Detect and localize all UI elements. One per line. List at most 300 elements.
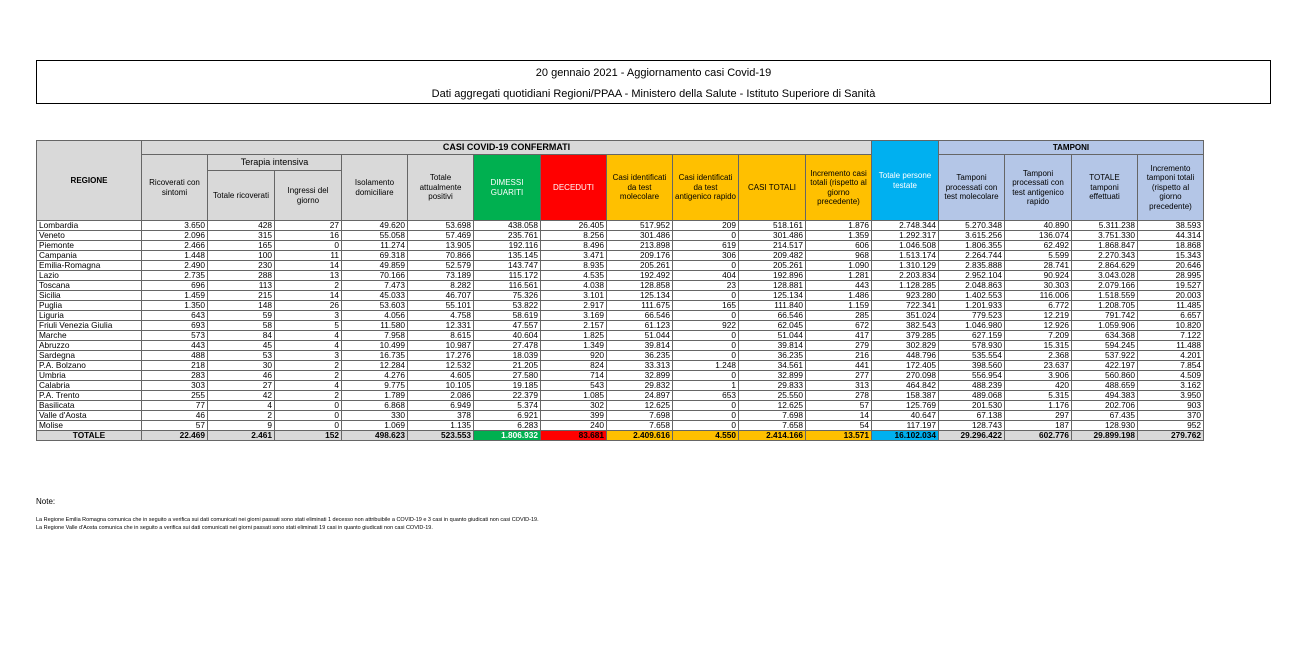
value-cell: 165 — [208, 241, 275, 251]
value-cell: 8.256 — [541, 231, 607, 241]
value-cell: 15.315 — [1005, 341, 1072, 351]
covid-table — [36, 140, 1204, 441]
value-cell: 3.751.330 — [1072, 231, 1138, 241]
value-cell: 20.646 — [1138, 261, 1204, 271]
value-cell: 535.554 — [939, 351, 1005, 361]
value-cell: 3.950 — [1138, 391, 1204, 401]
value-cell: 113 — [208, 281, 275, 291]
table-row — [37, 421, 1204, 431]
value-cell: 1.459 — [142, 291, 208, 301]
value-cell: 125.134 — [607, 291, 673, 301]
region-cell: Emilia-Romagna — [37, 261, 142, 271]
value-cell: 77 — [142, 401, 208, 411]
value-cell: 11.580 — [342, 321, 408, 331]
value-cell: 49.620 — [342, 221, 408, 231]
value-cell: 313 — [806, 381, 872, 391]
value-cell: 7.698 — [607, 411, 673, 421]
value-cell: 0 — [673, 421, 739, 431]
note-label: Note: — [36, 497, 56, 506]
value-cell: 4 — [275, 341, 342, 351]
value-cell: 11.485 — [1138, 301, 1204, 311]
value-cell: 36.235 — [607, 351, 673, 361]
value-cell: 1.350 — [142, 301, 208, 311]
value-cell: 39.814 — [607, 341, 673, 351]
value-cell: 5.599 — [1005, 251, 1072, 261]
value-cell: 59 — [208, 311, 275, 321]
value-cell: 7.658 — [607, 421, 673, 431]
value-cell: 135.145 — [474, 251, 541, 261]
value-cell: 279.762 — [1138, 431, 1204, 441]
value-cell: 1.292.317 — [872, 231, 939, 241]
header-deceduti: DECEDUTI — [541, 155, 607, 221]
region-cell: Friuli Venezia Giulia — [37, 321, 142, 331]
value-cell: 1.359 — [806, 231, 872, 241]
value-cell: 58.619 — [474, 311, 541, 321]
value-cell: 40.604 — [474, 331, 541, 341]
value-cell: 10.820 — [1138, 321, 1204, 331]
value-cell: 378 — [408, 411, 474, 421]
value-cell: 16.102.034 — [872, 431, 939, 441]
value-cell: 3 — [275, 311, 342, 321]
value-cell: 30.303 — [1005, 281, 1072, 291]
region-cell: Lazio — [37, 271, 142, 281]
header-dimessi: DIMESSI GUARITI — [474, 155, 541, 221]
value-cell: 315 — [208, 231, 275, 241]
value-cell: 2.048.863 — [939, 281, 1005, 291]
value-cell: 1.248 — [673, 361, 739, 371]
table-row — [37, 331, 1204, 341]
value-cell: 2.157 — [541, 321, 607, 331]
value-cell: 0 — [673, 231, 739, 241]
value-cell: 302.829 — [872, 341, 939, 351]
table-row — [37, 411, 1204, 421]
table-row — [37, 391, 1204, 401]
value-cell: 517.952 — [607, 221, 673, 231]
value-cell: 255 — [142, 391, 208, 401]
value-cell: 1.806.355 — [939, 241, 1005, 251]
value-cell: 143.747 — [474, 261, 541, 271]
value-cell: 8.935 — [541, 261, 607, 271]
value-cell: 488 — [142, 351, 208, 361]
value-cell: 7.698 — [739, 411, 806, 421]
value-cell: 18.868 — [1138, 241, 1204, 251]
value-cell: 230 — [208, 261, 275, 271]
value-cell: 84 — [208, 331, 275, 341]
value-cell: 0 — [275, 421, 342, 431]
value-cell: 3.615.256 — [939, 231, 1005, 241]
value-cell: 12.625 — [739, 401, 806, 411]
value-cell: 29.833 — [739, 381, 806, 391]
value-cell: 0 — [673, 331, 739, 341]
value-cell: 923.280 — [872, 291, 939, 301]
region-cell: Puglia — [37, 301, 142, 311]
value-cell: 20.003 — [1138, 291, 1204, 301]
value-cell: 301.486 — [739, 231, 806, 241]
value-cell: 379.285 — [872, 331, 939, 341]
value-cell: 62.045 — [739, 321, 806, 331]
value-cell: 903 — [1138, 401, 1204, 411]
value-cell: 13 — [275, 271, 342, 281]
value-cell: 25.550 — [739, 391, 806, 401]
value-cell: 606 — [806, 241, 872, 251]
value-cell: 4.276 — [342, 371, 408, 381]
value-cell: 192.492 — [607, 271, 673, 281]
header-tamponi-group: TAMPONI — [939, 141, 1204, 155]
value-cell: 3.650 — [142, 221, 208, 231]
value-cell: 51.044 — [607, 331, 673, 341]
value-cell: 537.922 — [1072, 351, 1138, 361]
header-casi-group: CASI COVID-19 CONFERMATI — [142, 141, 872, 155]
value-cell: 205.261 — [739, 261, 806, 271]
value-cell: 1.868.847 — [1072, 241, 1138, 251]
value-cell: 32.899 — [607, 371, 673, 381]
value-cell: 27.478 — [474, 341, 541, 351]
value-cell: 3.906 — [1005, 371, 1072, 381]
table-row — [37, 271, 1204, 281]
value-cell: 240 — [541, 421, 607, 431]
region-cell: Piemonte — [37, 241, 142, 251]
value-cell: 5.374 — [474, 401, 541, 411]
value-cell: 578.930 — [939, 341, 1005, 351]
value-cell: 1.085 — [541, 391, 607, 401]
value-cell: 0 — [275, 401, 342, 411]
value-cell: 398.560 — [939, 361, 1005, 371]
value-cell: 26 — [275, 301, 342, 311]
value-cell: 55.101 — [408, 301, 474, 311]
value-cell: 283 — [142, 371, 208, 381]
value-cell: 1.349 — [541, 341, 607, 351]
value-cell: 4.605 — [408, 371, 474, 381]
value-cell: 7.209 — [1005, 331, 1072, 341]
value-cell: 202.706 — [1072, 401, 1138, 411]
header-terapia-group: Terapia intensiva — [208, 155, 342, 171]
value-cell: 12.532 — [408, 361, 474, 371]
region-cell: Liguria — [37, 311, 142, 321]
value-cell: 4.201 — [1138, 351, 1204, 361]
value-cell: 45 — [208, 341, 275, 351]
value-cell: 4.056 — [342, 311, 408, 321]
value-cell: 498.623 — [342, 431, 408, 441]
value-cell: 824 — [541, 361, 607, 371]
value-cell: 4.758 — [408, 311, 474, 321]
value-cell: 49.859 — [342, 261, 408, 271]
value-cell: 53.698 — [408, 221, 474, 231]
region-cell: Toscana — [37, 281, 142, 291]
value-cell: 36.235 — [739, 351, 806, 361]
value-cell: 653 — [673, 391, 739, 401]
value-cell: 11.274 — [342, 241, 408, 251]
value-cell: 58 — [208, 321, 275, 331]
value-cell: 215 — [208, 291, 275, 301]
value-cell: 488.239 — [939, 381, 1005, 391]
value-cell: 57.469 — [408, 231, 474, 241]
value-cell: 1.046.508 — [872, 241, 939, 251]
value-cell: 693 — [142, 321, 208, 331]
value-cell: 18.039 — [474, 351, 541, 361]
value-cell: 8.282 — [408, 281, 474, 291]
value-cell: 14 — [275, 261, 342, 271]
value-cell: 47.557 — [474, 321, 541, 331]
value-cell: 4 — [208, 401, 275, 411]
value-cell: 2.368 — [1005, 351, 1072, 361]
value-cell: 1.128.285 — [872, 281, 939, 291]
value-cell: 428 — [208, 221, 275, 231]
value-cell: 44.314 — [1138, 231, 1204, 241]
table-row — [37, 351, 1204, 361]
table-row — [37, 231, 1204, 241]
value-cell: 7.473 — [342, 281, 408, 291]
value-cell: 2.096 — [142, 231, 208, 241]
value-cell: 0 — [275, 411, 342, 421]
table-row — [37, 291, 1204, 301]
table-row — [37, 381, 1204, 391]
value-cell: 27 — [208, 381, 275, 391]
value-cell: 288 — [208, 271, 275, 281]
value-cell: 12.219 — [1005, 311, 1072, 321]
value-cell: 2.917 — [541, 301, 607, 311]
value-cell: 0 — [673, 401, 739, 411]
value-cell: 66.546 — [607, 311, 673, 321]
value-cell: 2 — [275, 281, 342, 291]
value-cell: 29.296.422 — [939, 431, 1005, 441]
value-cell: 53.822 — [474, 301, 541, 311]
value-cell: 422.197 — [1072, 361, 1138, 371]
value-cell: 7.958 — [342, 331, 408, 341]
value-cell: 556.954 — [939, 371, 1005, 381]
value-cell: 4.509 — [1138, 371, 1204, 381]
value-cell: 1.069 — [342, 421, 408, 431]
value-cell: 23.637 — [1005, 361, 1072, 371]
value-cell: 53.603 — [342, 301, 408, 311]
value-cell: 2 — [275, 371, 342, 381]
value-cell: 4.038 — [541, 281, 607, 291]
value-cell: 560.860 — [1072, 371, 1138, 381]
value-cell: 54 — [806, 421, 872, 431]
value-cell: 627.159 — [939, 331, 1005, 341]
value-cell: 1.059.906 — [1072, 321, 1138, 331]
table-row — [37, 311, 1204, 321]
value-cell: 38.593 — [1138, 221, 1204, 231]
value-cell: 277 — [806, 371, 872, 381]
region-cell: Calabria — [37, 381, 142, 391]
value-cell: 278 — [806, 391, 872, 401]
value-cell: 213.898 — [607, 241, 673, 251]
value-cell: 111.840 — [739, 301, 806, 311]
value-cell: 6.283 — [474, 421, 541, 431]
region-cell: P.A. Trento — [37, 391, 142, 401]
value-cell: 148 — [208, 301, 275, 311]
value-cell: 7.854 — [1138, 361, 1204, 371]
page-title: 20 gennaio 2021 - Aggiornamento casi Covid-19 — [535, 67, 772, 79]
value-cell: 28.995 — [1138, 271, 1204, 281]
value-cell: 6.921 — [474, 411, 541, 421]
page-subtitle: Dati aggregati quotidiani Regioni/PPAA - Ministero della Salute - Istituto Superiore di Sanità — [431, 88, 876, 100]
value-cell: 448.796 — [872, 351, 939, 361]
region-cell: Molise — [37, 421, 142, 431]
value-cell: 4.550 — [673, 431, 739, 441]
value-cell: 100 — [208, 251, 275, 261]
value-cell: 8.496 — [541, 241, 607, 251]
table-row — [37, 251, 1204, 261]
table-row — [37, 281, 1204, 291]
value-cell: 12.926 — [1005, 321, 1072, 331]
value-cell: 67.138 — [939, 411, 1005, 421]
value-cell: 922 — [673, 321, 739, 331]
region-cell: TOTALE — [37, 431, 142, 441]
value-cell: 6.868 — [342, 401, 408, 411]
value-cell: 0 — [275, 241, 342, 251]
value-cell: 21.205 — [474, 361, 541, 371]
value-cell: 1.046.980 — [939, 321, 1005, 331]
value-cell: 23 — [673, 281, 739, 291]
value-cell: 22.469 — [142, 431, 208, 441]
value-cell: 2 — [275, 361, 342, 371]
value-cell: 1.806.932 — [474, 431, 541, 441]
value-cell: 192.896 — [739, 271, 806, 281]
value-cell: 523.553 — [408, 431, 474, 441]
value-cell: 158.387 — [872, 391, 939, 401]
region-cell: Umbria — [37, 371, 142, 381]
value-cell: 0 — [673, 371, 739, 381]
value-cell: 214.517 — [739, 241, 806, 251]
value-cell: 2 — [275, 391, 342, 401]
value-cell: 19.185 — [474, 381, 541, 391]
value-cell: 51.044 — [739, 331, 806, 341]
header-tamp-ant: Tamponi processati con test antigenico rapido — [1005, 155, 1072, 221]
region-cell: Basilicata — [37, 401, 142, 411]
region-cell: Abruzzo — [37, 341, 142, 351]
value-cell: 125.134 — [739, 291, 806, 301]
value-cell: 3.043.028 — [1072, 271, 1138, 281]
region-cell: Lombardia — [37, 221, 142, 231]
header-ricoverati: Ricoverati con sintomi — [142, 155, 208, 221]
header-ti-ingressi: Ingressi del giorno — [275, 171, 342, 221]
value-cell: 26.405 — [541, 221, 607, 231]
value-cell: 29.832 — [607, 381, 673, 391]
value-cell: 128.930 — [1072, 421, 1138, 431]
value-cell: 543 — [541, 381, 607, 391]
value-cell: 270.098 — [872, 371, 939, 381]
value-cell: 791.742 — [1072, 311, 1138, 321]
value-cell: 75.326 — [474, 291, 541, 301]
value-cell: 0 — [673, 291, 739, 301]
value-cell: 302 — [541, 401, 607, 411]
value-cell: 0 — [673, 341, 739, 351]
value-cell: 192.116 — [474, 241, 541, 251]
value-cell: 9 — [208, 421, 275, 431]
value-cell: 13.571 — [806, 431, 872, 441]
region-cell: Campania — [37, 251, 142, 261]
value-cell: 22.379 — [474, 391, 541, 401]
value-cell: 32.899 — [739, 371, 806, 381]
value-cell: 779.523 — [939, 311, 1005, 321]
value-cell: 12.625 — [607, 401, 673, 411]
value-cell: 14 — [275, 291, 342, 301]
value-cell: 1.281 — [806, 271, 872, 281]
value-cell: 464.842 — [872, 381, 939, 391]
header-tamp-tot: TOTALE tamponi effettuati — [1072, 155, 1138, 221]
value-cell: 28.741 — [1005, 261, 1072, 271]
value-cell: 17.276 — [408, 351, 474, 361]
value-cell: 1.159 — [806, 301, 872, 311]
value-cell: 46 — [142, 411, 208, 421]
value-cell: 306 — [673, 251, 739, 261]
header-persone: Totale persone testate — [872, 141, 939, 221]
header-totali: CASI TOTALI — [739, 155, 806, 221]
value-cell: 172.405 — [872, 361, 939, 371]
value-cell: 66.546 — [739, 311, 806, 321]
value-cell: 116.561 — [474, 281, 541, 291]
value-cell: 1.789 — [342, 391, 408, 401]
header-regione: REGIONE — [37, 141, 142, 221]
value-cell: 116.006 — [1005, 291, 1072, 301]
value-cell: 3 — [275, 351, 342, 361]
region-cell: Sardegna — [37, 351, 142, 361]
value-cell: 382.543 — [872, 321, 939, 331]
value-cell: 69.318 — [342, 251, 408, 261]
value-cell: 722.341 — [872, 301, 939, 311]
value-cell: 4.535 — [541, 271, 607, 281]
value-cell: 5.270.348 — [939, 221, 1005, 231]
value-cell: 128.881 — [739, 281, 806, 291]
value-cell: 634.368 — [1072, 331, 1138, 341]
value-cell: 52.579 — [408, 261, 474, 271]
value-cell: 518.161 — [739, 221, 806, 231]
value-cell: 42 — [208, 391, 275, 401]
table-row — [37, 361, 1204, 371]
value-cell: 0 — [673, 351, 739, 361]
value-cell: 218 — [142, 361, 208, 371]
value-cell: 2.461 — [208, 431, 275, 441]
value-cell: 1.176 — [1005, 401, 1072, 411]
table-row — [37, 341, 1204, 351]
value-cell: 3.169 — [541, 311, 607, 321]
value-cell: 61.123 — [607, 321, 673, 331]
region-cell: Sicilia — [37, 291, 142, 301]
value-cell: 297 — [1005, 411, 1072, 421]
value-cell: 19.527 — [1138, 281, 1204, 291]
value-cell: 39.814 — [739, 341, 806, 351]
value-cell: 2.409.616 — [607, 431, 673, 441]
value-cell: 9.775 — [342, 381, 408, 391]
value-cell: 10.987 — [408, 341, 474, 351]
value-cell: 301.486 — [607, 231, 673, 241]
value-cell: 136.074 — [1005, 231, 1072, 241]
table-row — [37, 301, 1204, 311]
value-cell: 370 — [1138, 411, 1204, 421]
value-cell: 441 — [806, 361, 872, 371]
table-row — [37, 371, 1204, 381]
value-cell: 1.135 — [408, 421, 474, 431]
value-cell: 1 — [673, 381, 739, 391]
value-cell: 696 — [142, 281, 208, 291]
value-cell: 115.172 — [474, 271, 541, 281]
title-box — [36, 60, 1271, 104]
value-cell: 443 — [142, 341, 208, 351]
value-cell: 643 — [142, 311, 208, 321]
table-row — [37, 261, 1204, 271]
header-ti-totale: Totale ricoverati — [208, 171, 275, 221]
value-cell: 2.270.343 — [1072, 251, 1138, 261]
table-row — [37, 221, 1204, 231]
value-cell: 399 — [541, 411, 607, 421]
value-cell: 5.311.238 — [1072, 221, 1138, 231]
value-cell: 0 — [673, 411, 739, 421]
value-cell: 489.068 — [939, 391, 1005, 401]
value-cell: 404 — [673, 271, 739, 281]
value-cell: 3.101 — [541, 291, 607, 301]
value-cell: 40.647 — [872, 411, 939, 421]
